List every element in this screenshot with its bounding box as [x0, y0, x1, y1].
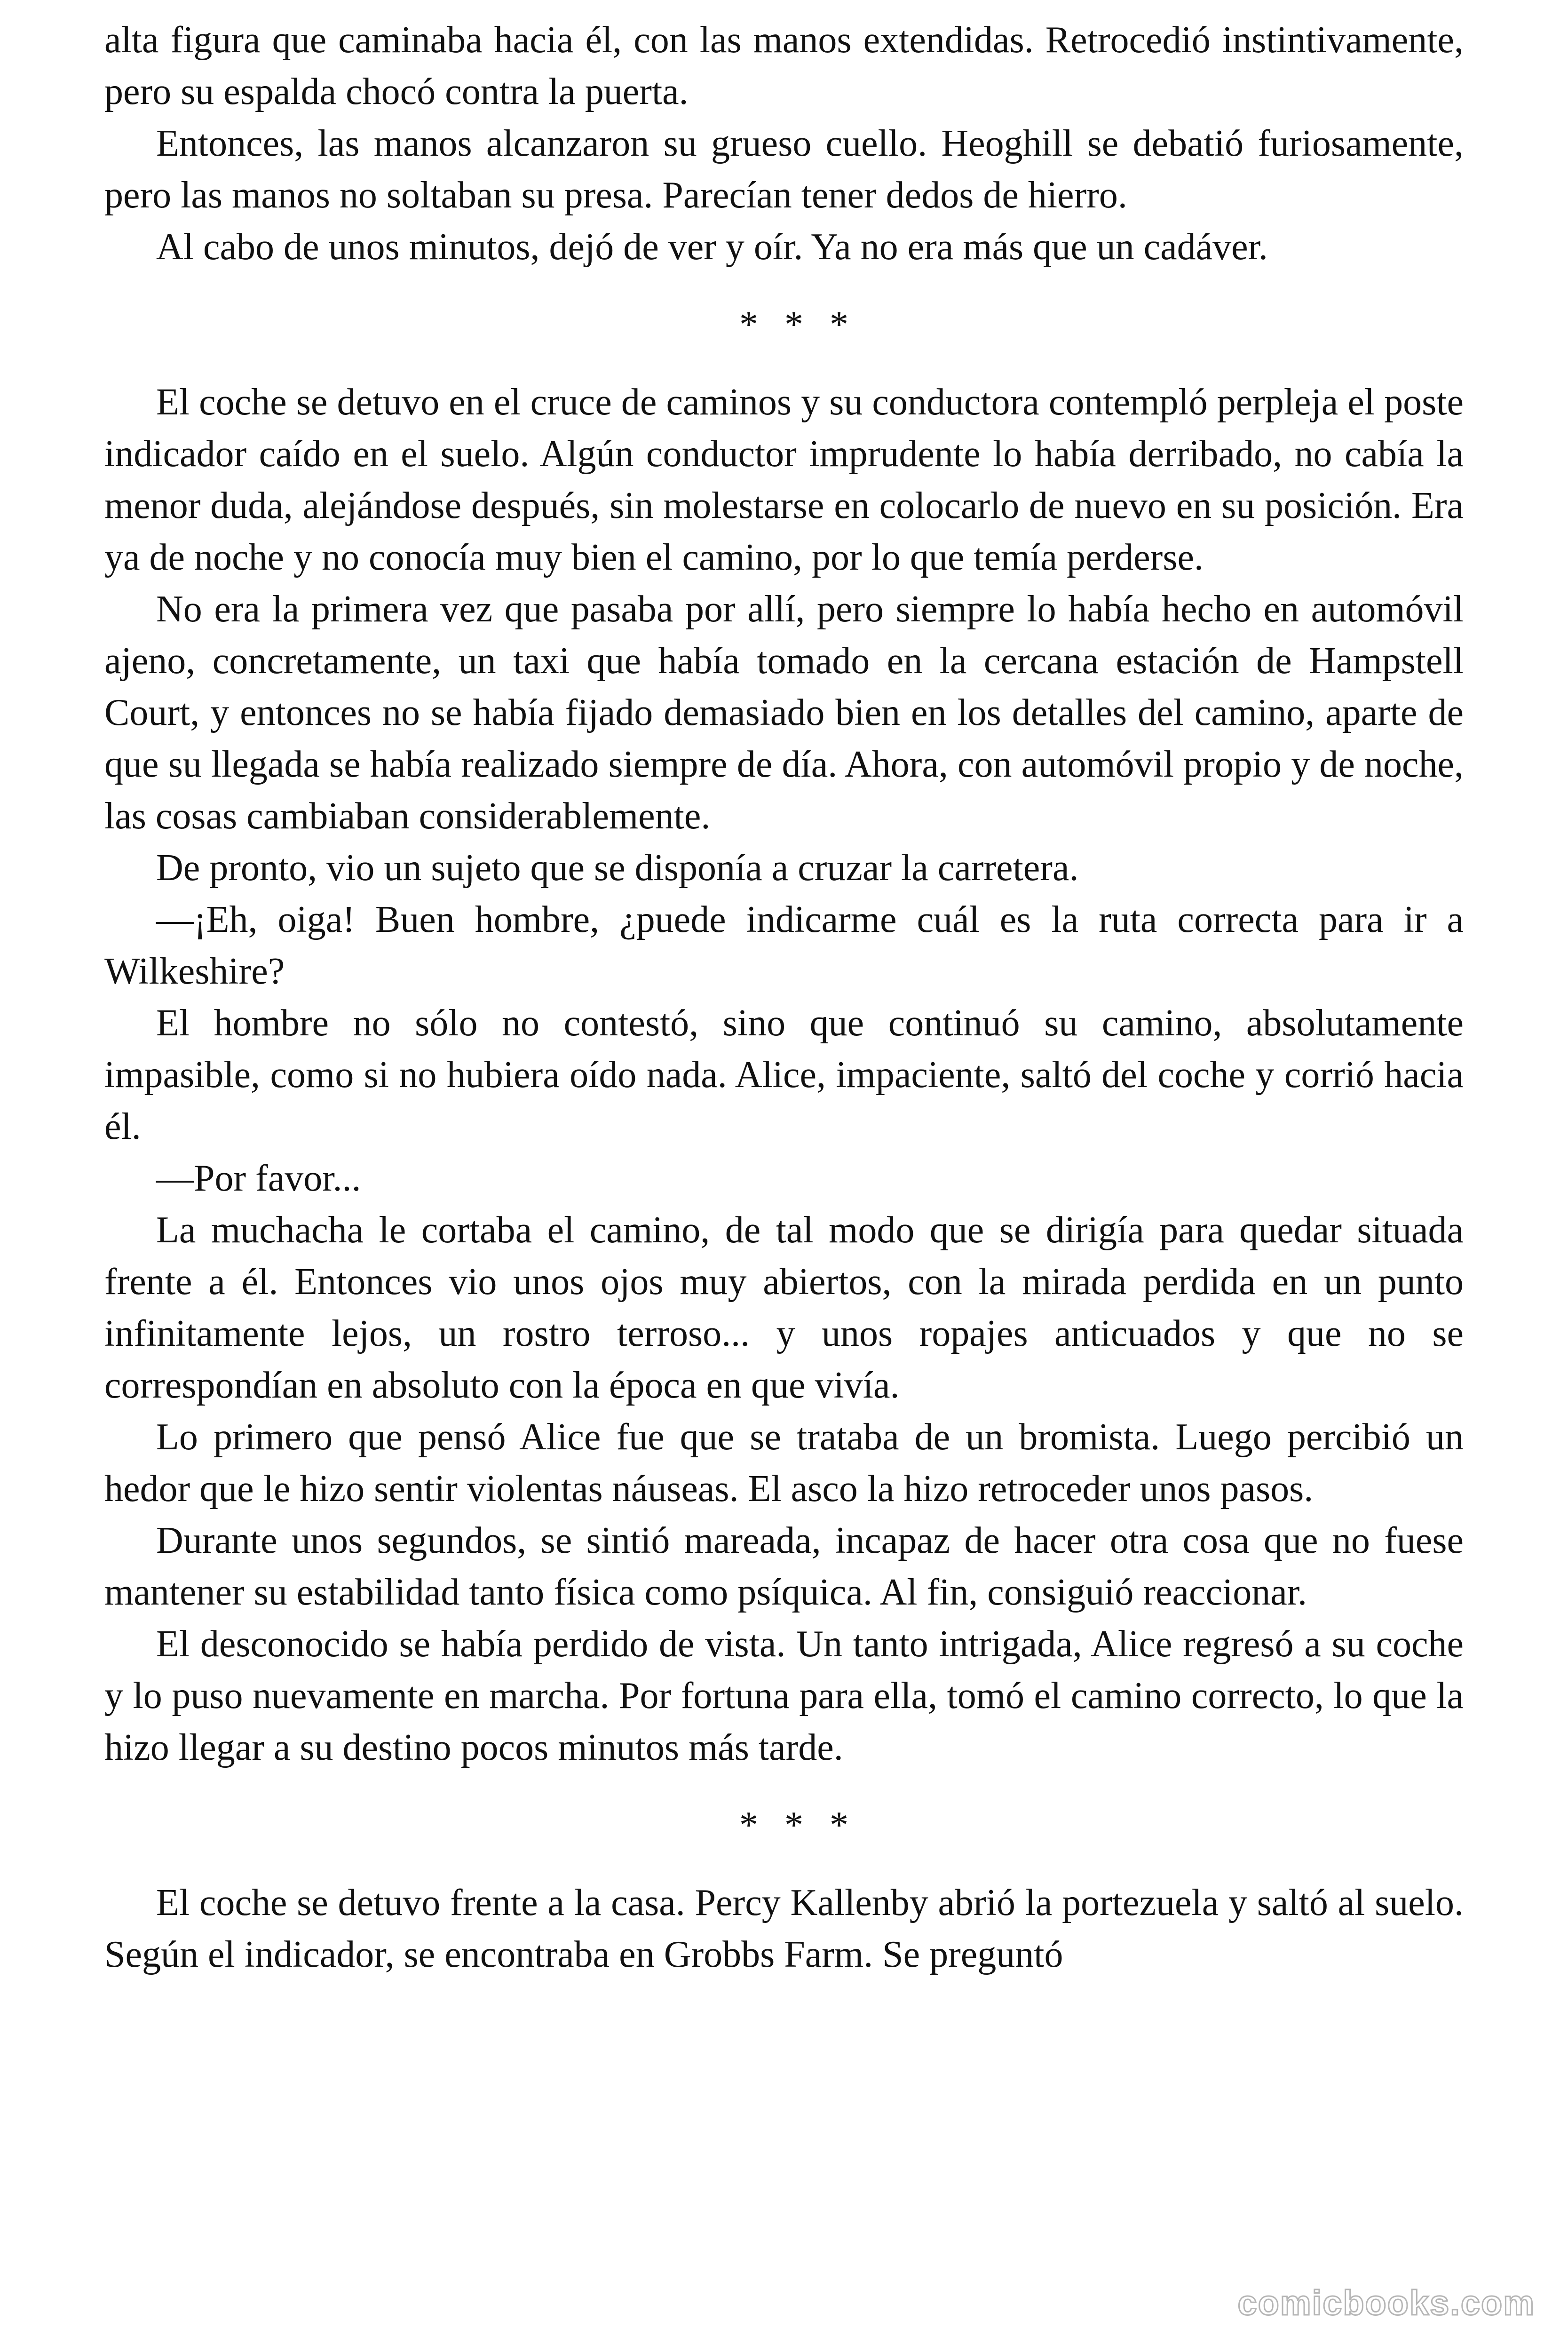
- paragraph: —¡Eh, oiga! Buen hombre, ¿puede indicarme cuál es la ruta correcta para ir a Wilkeshire?: [104, 899, 1464, 992]
- paragraph: El desconocido se había perdido de vista. Un tanto intrigada, Alice regresó a su coche y lo puso nuevamente en marcha. Por fortuna para ella, tomó el camino correcto, lo que la hizo llegar a su destino pocos minutos más tarde.: [104, 1623, 1464, 1768]
- paragraph: De pronto, vio un sujeto que se disponía a cruzar la carretera.: [156, 847, 1079, 889]
- section-separator: * * *: [739, 304, 857, 345]
- paragraph: —Por favor...: [156, 1158, 361, 1199]
- paragraph: Lo primero que pensó Alice fue que se trataba de un bromista. Luego percibió un hedor que le hizo sentir violentas náuseas. El asco la hizo retroceder unos pasos.: [104, 1416, 1464, 1510]
- paragraph: El coche se detuvo en el cruce de caminos y su conductora contempló perpleja el poste indicador caído en el suelo. Algún conductor imprudente lo había derribado, no cabía la menor duda, alejándose después, sin molestarse en colocarlo de nuevo en su posición. Era ya de noche y no conocía muy bien el camino, por lo que temía perderse.: [104, 381, 1464, 578]
- watermark: comicbooks.com: [1237, 2283, 1535, 2322]
- section-separator: * * *: [739, 1804, 857, 1846]
- paragraph: El coche se detuvo frente a la casa. Percy Kallenby abrió la portezuela y saltó al suelo. Según el indicador, se encontraba en Grobbs Farm. Se preguntó: [104, 1882, 1464, 1975]
- paragraph: alta figura que caminaba hacia él, con las manos extendidas. Retrocedió instintivamente, pero su espalda chocó contra la puerta.: [104, 19, 1464, 112]
- paragraph: No era la primera vez que pasaba por allí, pero siempre lo había hecho en automóvil ajeno, concretamente, un taxi que había tomado en la cercana estación de Hampstell Court, y entonces no se había fijado demasiado bien en los detalles del camino, aparte de que su llegada se había realizado siempre de día. Ahora, con automóvil propio y de noche, las cosas cambiaban considerablemente.: [104, 588, 1464, 837]
- paragraph: La muchacha le cortaba el camino, de tal modo que se dirigía para quedar situada frente a él. Entonces vio unos ojos muy abiertos, con la mirada perdida en un punto infinitamente lejos, un rostro terroso... y unos ropajes anticuados y que no se correspondían en absoluto con la época en que vivía.: [104, 1209, 1464, 1406]
- paragraph: Al cabo de unos minutos, dejó de ver y oír. Ya no era más que un cadáver.: [156, 226, 1268, 268]
- paragraph: Durante unos segundos, se sintió mareada, incapaz de hacer otra cosa que no fuese mantener su estabilidad tanto física como psíquica. Al fin, consiguió reaccionar.: [104, 1520, 1464, 1613]
- page-text: [104, 14, 1464, 1980]
- paragraph: Entonces, las manos alcanzaron su grueso cuello. Heoghill se debatió furiosamente, pero las manos no soltaban su presa. Parecían tener dedos de hierro.: [104, 123, 1464, 216]
- paragraph: El hombre no sólo no contestó, sino que continuó su camino, absolutamente impasible, como si no hubiera oído nada. Alice, impaciente, saltó del coche y corrió hacia él.: [104, 1002, 1464, 1147]
